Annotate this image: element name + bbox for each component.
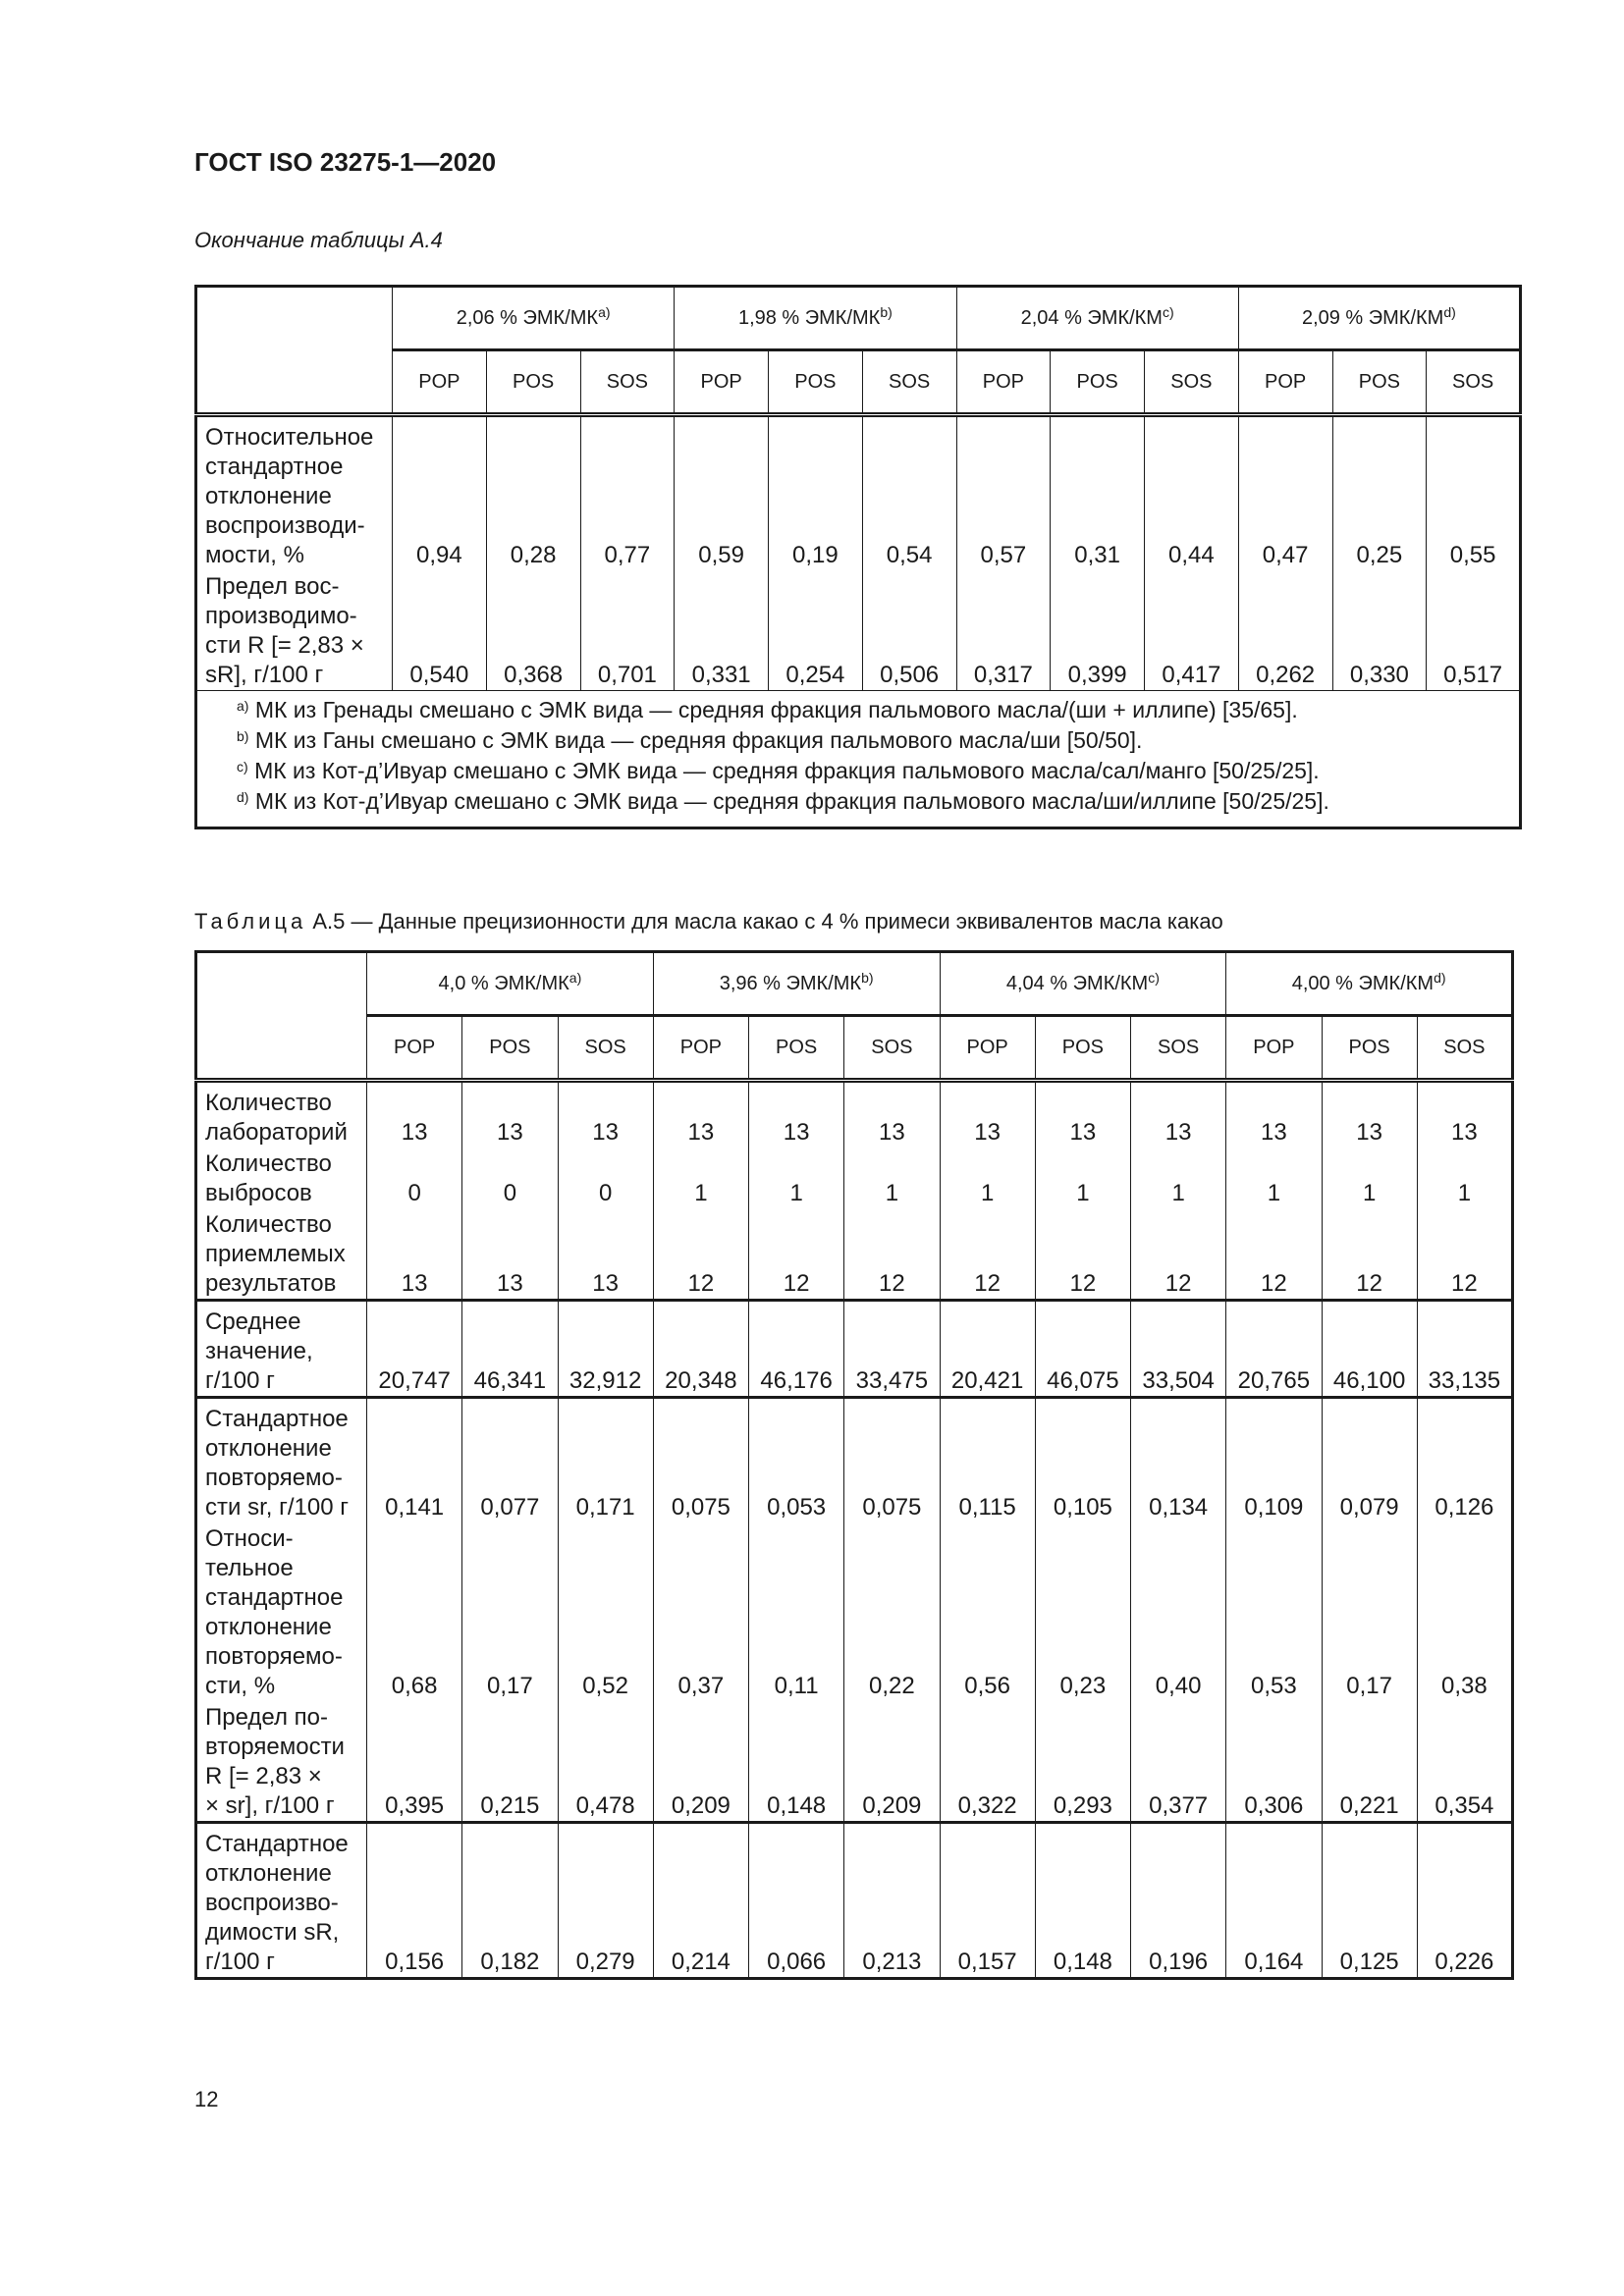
value-cell: 0,262	[1238, 570, 1332, 691]
value-cell: 0,306	[1226, 1701, 1322, 1823]
value-cell: 12	[1417, 1208, 1512, 1301]
value-cell: 1	[653, 1148, 748, 1208]
value-cell: 13	[462, 1208, 558, 1301]
value-cell: 33,135	[1417, 1301, 1512, 1398]
group-label: 2,09 % ЭМК/КМ	[1301, 307, 1444, 329]
value-cell: 0,354	[1417, 1701, 1512, 1823]
value-cell: 0,148	[749, 1701, 844, 1823]
footnote-ref: b)	[880, 304, 893, 320]
value-cell: 0,56	[940, 1522, 1035, 1701]
subcolumn-header: SOS	[580, 350, 675, 415]
value-cell: 0	[367, 1148, 462, 1208]
table-row	[196, 1522, 1513, 1701]
value-cell: 1	[1417, 1148, 1512, 1208]
value-cell: 1	[844, 1148, 940, 1208]
group-label: 3,96 % ЭМК/МК	[719, 973, 862, 994]
value-cell: 13	[1322, 1081, 1417, 1148]
value-cell: 0,368	[486, 570, 580, 691]
value-cell: 46,075	[1035, 1301, 1130, 1398]
footnote-ref: d)	[1443, 304, 1456, 320]
table-row	[196, 1148, 1513, 1208]
value-cell: 13	[462, 1081, 558, 1148]
value-cell: 0,17	[1322, 1522, 1417, 1701]
table-a5-caption	[194, 909, 1223, 934]
row-label-line: сти sr, г/100 г	[205, 1494, 349, 1521]
footnotes	[196, 691, 1521, 828]
row-label-line: Предел по-	[205, 1704, 328, 1731]
footnote-text: МК из Кот-д’Ивуар смешано с ЭМК вида — средняя фракция пальмового масла/ши/иллипе [50/25/25].	[254, 788, 1329, 814]
subcolumn-header: SOS	[1145, 350, 1239, 415]
value-cell: 12	[940, 1208, 1035, 1301]
subcolumn-header: POS	[1051, 350, 1145, 415]
value-cell: 13	[844, 1081, 940, 1148]
column-group-header	[675, 287, 956, 350]
row-label-line: г/100 г	[205, 1367, 275, 1394]
value-cell: 20,421	[940, 1301, 1035, 1398]
row-label-line: г/100 г	[205, 1949, 275, 1975]
row-label-line: R [= 2,83 ×	[205, 1763, 322, 1789]
column-group-header	[367, 952, 654, 1016]
row-label-line: стандартное	[205, 1584, 344, 1611]
footnote	[237, 786, 1519, 817]
row-label-line: × sr], г/100 г	[205, 1792, 335, 1819]
row-label	[196, 1522, 367, 1701]
footnote-mark: d)	[237, 789, 249, 805]
value-cell: 46,341	[462, 1301, 558, 1398]
value-cell: 0,221	[1322, 1701, 1417, 1823]
group-label: 4,04 % ЭМК/КМ	[1005, 973, 1149, 994]
row-label	[196, 570, 393, 691]
footnotes-row	[196, 691, 1521, 828]
table-a4-caption: Окончание таблицы А.4	[194, 228, 443, 252]
value-cell: 12	[749, 1208, 844, 1301]
footnote-mark: a)	[237, 698, 249, 714]
value-cell: 0,23	[1035, 1522, 1130, 1701]
value-cell: 0,171	[558, 1398, 653, 1523]
row-label-line: sR], г/100 г	[205, 662, 324, 688]
value-cell: 0,517	[1427, 570, 1521, 691]
value-cell: 13	[749, 1081, 844, 1148]
subcolumn-header: POS	[1322, 1016, 1417, 1081]
subcolumn-header: SOS	[1131, 1016, 1226, 1081]
group-label: 4,0 % ЭМК/МК	[438, 973, 569, 994]
row-label-line: производимо-	[205, 603, 357, 629]
value-cell: 0,226	[1417, 1823, 1512, 1979]
value-cell: 0,182	[462, 1823, 558, 1979]
table-row	[196, 415, 1521, 571]
value-cell: 13	[1226, 1081, 1322, 1148]
row-label	[196, 1823, 367, 1979]
footnote-mark: c)	[237, 759, 248, 774]
subcolumn-header: POS	[486, 350, 580, 415]
value-cell: 46,176	[749, 1301, 844, 1398]
value-cell: 0,399	[1051, 570, 1145, 691]
value-cell: 12	[1131, 1208, 1226, 1301]
group-label: 2,06 % ЭМК/МК	[456, 307, 599, 329]
value-cell: 20,348	[653, 1301, 748, 1398]
value-cell: 0,377	[1131, 1701, 1226, 1823]
header-row-subcols	[196, 1016, 1513, 1081]
column-group-header	[1226, 952, 1513, 1016]
value-cell: 0,105	[1035, 1398, 1130, 1523]
row-label-line: отклонение	[205, 1860, 332, 1887]
column-group-header	[940, 952, 1226, 1016]
footnote-ref: c)	[1162, 304, 1174, 320]
value-cell: 0	[462, 1148, 558, 1208]
column-group-header	[956, 287, 1238, 350]
value-cell: 0,77	[580, 415, 675, 571]
row-label-line: отклонение	[205, 483, 332, 509]
subcolumn-header: POS	[1035, 1016, 1130, 1081]
row-label	[196, 1301, 367, 1398]
value-cell: 12	[844, 1208, 940, 1301]
value-cell: 0,209	[653, 1701, 748, 1823]
caption-text: А.5 — Данные прецизионности для масла какао с 4 % примеси эквивалентов масла какао	[306, 909, 1223, 934]
footnote-text: МК из Кот-д’Ивуар смешано с ЭМК вида — средняя фракция пальмового масла/сал/манго [50/25/25].	[254, 758, 1320, 783]
value-cell: 0,19	[769, 415, 863, 571]
value-cell: 1	[1226, 1148, 1322, 1208]
page-number: 12	[194, 2087, 219, 2111]
value-cell: 0,254	[769, 570, 863, 691]
row-label	[196, 415, 393, 571]
subcolumn-header: POP	[675, 350, 769, 415]
row-label-line: приемлемых	[205, 1241, 346, 1267]
value-cell: 1	[940, 1148, 1035, 1208]
value-cell: 0,54	[862, 415, 956, 571]
value-cell: 0,417	[1145, 570, 1239, 691]
value-cell: 33,504	[1131, 1301, 1226, 1398]
header-row-groups	[196, 287, 1521, 350]
subcolumn-header: POS	[769, 350, 863, 415]
value-cell: 13	[558, 1081, 653, 1148]
value-cell: 0,141	[367, 1398, 462, 1523]
footnote-text: МК из Ганы смешано с ЭМК вида — средняя фракция пальмового масла/ши [50/50].	[254, 727, 1143, 753]
value-cell: 12	[1226, 1208, 1322, 1301]
value-cell: 0,066	[749, 1823, 844, 1979]
value-cell: 33,475	[844, 1301, 940, 1398]
value-cell: 13	[367, 1208, 462, 1301]
value-cell: 0,395	[367, 1701, 462, 1823]
value-cell: 0,109	[1226, 1398, 1322, 1523]
value-cell: 13	[653, 1081, 748, 1148]
value-cell: 0,196	[1131, 1823, 1226, 1979]
value-cell: 0,53	[1226, 1522, 1322, 1701]
value-cell: 20,747	[367, 1301, 462, 1398]
value-cell: 0,330	[1332, 570, 1427, 691]
footnote-ref: a)	[598, 304, 611, 320]
row-label-line: Стандартное	[205, 1406, 349, 1432]
table-a5	[194, 950, 1514, 1980]
document-title: ГОСТ ISO 23275-1—2020	[194, 147, 497, 177]
value-cell: 1	[1322, 1148, 1417, 1208]
subcolumn-header: SOS	[1427, 350, 1521, 415]
footnote-mark: b)	[237, 728, 249, 744]
value-cell: 0,52	[558, 1522, 653, 1701]
table-a4	[194, 285, 1522, 829]
row-label-line: тельное	[205, 1555, 294, 1581]
value-cell: 0,59	[675, 415, 769, 571]
table-row	[196, 1208, 1513, 1301]
value-cell: 0,293	[1035, 1701, 1130, 1823]
footnote-ref: c)	[1148, 970, 1160, 986]
value-cell: 0,31	[1051, 415, 1145, 571]
row-label-line: воспроизводи-	[205, 512, 365, 539]
row-label-line: вторяемости	[205, 1734, 345, 1760]
row-label-line: Стандартное	[205, 1831, 349, 1857]
value-cell: 0,47	[1238, 415, 1332, 571]
value-cell: 0,164	[1226, 1823, 1322, 1979]
row-label-line: Количество	[205, 1090, 332, 1116]
footnote	[237, 695, 1519, 725]
value-cell: 0,215	[462, 1701, 558, 1823]
value-cell: 0,075	[653, 1398, 748, 1523]
subcolumn-header: SOS	[558, 1016, 653, 1081]
value-cell: 0,331	[675, 570, 769, 691]
value-cell: 0,57	[956, 415, 1051, 571]
row-label-line: отклонение	[205, 1614, 332, 1640]
value-cell: 1	[1131, 1148, 1226, 1208]
value-cell: 46,100	[1322, 1301, 1417, 1398]
value-cell: 0,317	[956, 570, 1051, 691]
value-cell: 0,478	[558, 1701, 653, 1823]
row-label	[196, 1081, 367, 1148]
subcolumn-header: POP	[393, 350, 487, 415]
value-cell: 32,912	[558, 1301, 653, 1398]
row-label-line: стандартное	[205, 454, 344, 480]
table-row	[196, 1081, 1513, 1148]
row-label-line: выбросов	[205, 1180, 312, 1206]
footnote-text: МК из Гренады смешано с ЭМК вида — средняя фракция пальмового масла/(ши + иллипе) [35/65].	[254, 697, 1298, 722]
table-row	[196, 1398, 1513, 1523]
row-label	[196, 1701, 367, 1823]
column-group-header	[393, 287, 675, 350]
value-cell: 0,279	[558, 1823, 653, 1979]
group-label: 1,98 % ЭМК/МК	[737, 307, 881, 329]
value-cell: 0,213	[844, 1823, 940, 1979]
value-cell: 0,053	[749, 1398, 844, 1523]
subcolumn-header: POP	[1226, 1016, 1322, 1081]
value-cell: 13	[940, 1081, 1035, 1148]
subcolumn-header: POP	[940, 1016, 1035, 1081]
value-cell: 0,28	[486, 415, 580, 571]
row-label-line: сти R [= 2,83 ×	[205, 632, 364, 659]
value-cell: 0,11	[749, 1522, 844, 1701]
table-row	[196, 1823, 1513, 1979]
value-cell: 0,38	[1417, 1522, 1512, 1701]
value-cell: 0,22	[844, 1522, 940, 1701]
subcolumn-header: SOS	[862, 350, 956, 415]
row-label-line: Количество	[205, 1211, 332, 1238]
subcolumn-header: POP	[1238, 350, 1332, 415]
value-cell: 0	[558, 1148, 653, 1208]
footnote-ref: b)	[861, 970, 874, 986]
value-cell: 0,37	[653, 1522, 748, 1701]
row-label-line: повторяемо-	[205, 1643, 343, 1670]
subcolumn-header: SOS	[844, 1016, 940, 1081]
row-label-line: отклонение	[205, 1435, 332, 1462]
table-row	[196, 1701, 1513, 1823]
value-cell: 12	[1035, 1208, 1130, 1301]
row-label	[196, 1148, 367, 1208]
row-label-line: мости, %	[205, 542, 304, 568]
group-label: 2,04 % ЭМК/КМ	[1020, 307, 1163, 329]
subcolumn-header: POS	[749, 1016, 844, 1081]
value-cell: 13	[1131, 1081, 1226, 1148]
footnote-ref: d)	[1434, 970, 1446, 986]
table-row	[196, 1301, 1513, 1398]
value-cell: 0,322	[940, 1701, 1035, 1823]
row-label-line: Предел вос-	[205, 573, 340, 600]
row-label-line: димости sR,	[205, 1919, 340, 1946]
value-cell: 0,156	[367, 1823, 462, 1979]
value-cell: 0,075	[844, 1398, 940, 1523]
subcolumn-header: POS	[462, 1016, 558, 1081]
value-cell: 12	[653, 1208, 748, 1301]
row-label	[196, 1208, 367, 1301]
row-label-line: Относительное	[205, 424, 374, 451]
row-label-line: значение,	[205, 1338, 313, 1364]
footnote-ref: a)	[568, 970, 582, 986]
value-cell: 0,701	[580, 570, 675, 691]
value-cell: 0,126	[1417, 1398, 1512, 1523]
value-cell: 0,157	[940, 1823, 1035, 1979]
value-cell: 0,25	[1332, 415, 1427, 571]
subcolumn-header: POS	[1332, 350, 1427, 415]
value-cell: 0,506	[862, 570, 956, 691]
value-cell: 13	[367, 1081, 462, 1148]
value-cell: 12	[1322, 1208, 1417, 1301]
header-row-groups	[196, 952, 1513, 1016]
value-cell: 13	[558, 1208, 653, 1301]
value-cell: 13	[1035, 1081, 1130, 1148]
row-label-line: результатов	[205, 1270, 337, 1297]
subcolumn-header: POP	[956, 350, 1051, 415]
value-cell: 0,079	[1322, 1398, 1417, 1523]
row-label-line: повторяемо-	[205, 1465, 343, 1491]
footnote	[237, 756, 1519, 786]
value-cell: 0,17	[462, 1522, 558, 1701]
group-label: 4,00 % ЭМК/КМ	[1291, 973, 1435, 994]
row-label-line: Относи-	[205, 1525, 294, 1552]
subcolumn-header: POP	[653, 1016, 748, 1081]
row-label-line: воспроизво-	[205, 1890, 339, 1916]
value-cell: 0,94	[393, 415, 487, 571]
value-cell: 0,077	[462, 1398, 558, 1523]
value-cell: 1	[749, 1148, 844, 1208]
value-cell: 0,44	[1145, 415, 1239, 571]
subcolumn-header: POP	[367, 1016, 462, 1081]
corner-cell	[196, 287, 393, 415]
header-row-subcols	[196, 350, 1521, 415]
value-cell: 0,40	[1131, 1522, 1226, 1701]
value-cell: 0,214	[653, 1823, 748, 1979]
column-group-header	[653, 952, 940, 1016]
row-label-line: лабораторий	[205, 1119, 348, 1146]
column-group-header	[1238, 287, 1520, 350]
row-label	[196, 1398, 367, 1523]
value-cell: 0,540	[393, 570, 487, 691]
row-label-line: сти, %	[205, 1673, 276, 1699]
value-cell: 0,148	[1035, 1823, 1130, 1979]
value-cell: 0,209	[844, 1701, 940, 1823]
value-cell: 0,55	[1427, 415, 1521, 571]
row-label-line: Количество	[205, 1150, 332, 1177]
subcolumn-header: SOS	[1417, 1016, 1512, 1081]
value-cell: 0,125	[1322, 1823, 1417, 1979]
value-cell: 0,134	[1131, 1398, 1226, 1523]
value-cell: 20,765	[1226, 1301, 1322, 1398]
value-cell: 0,115	[940, 1398, 1035, 1523]
footnote	[237, 725, 1519, 756]
corner-cell	[196, 952, 367, 1081]
value-cell: 0,68	[367, 1522, 462, 1701]
value-cell: 1	[1035, 1148, 1130, 1208]
row-label-line: Среднее	[205, 1308, 301, 1335]
caption-prefix: Таблица	[194, 909, 307, 934]
value-cell: 13	[1417, 1081, 1512, 1148]
table-row	[196, 570, 1521, 691]
